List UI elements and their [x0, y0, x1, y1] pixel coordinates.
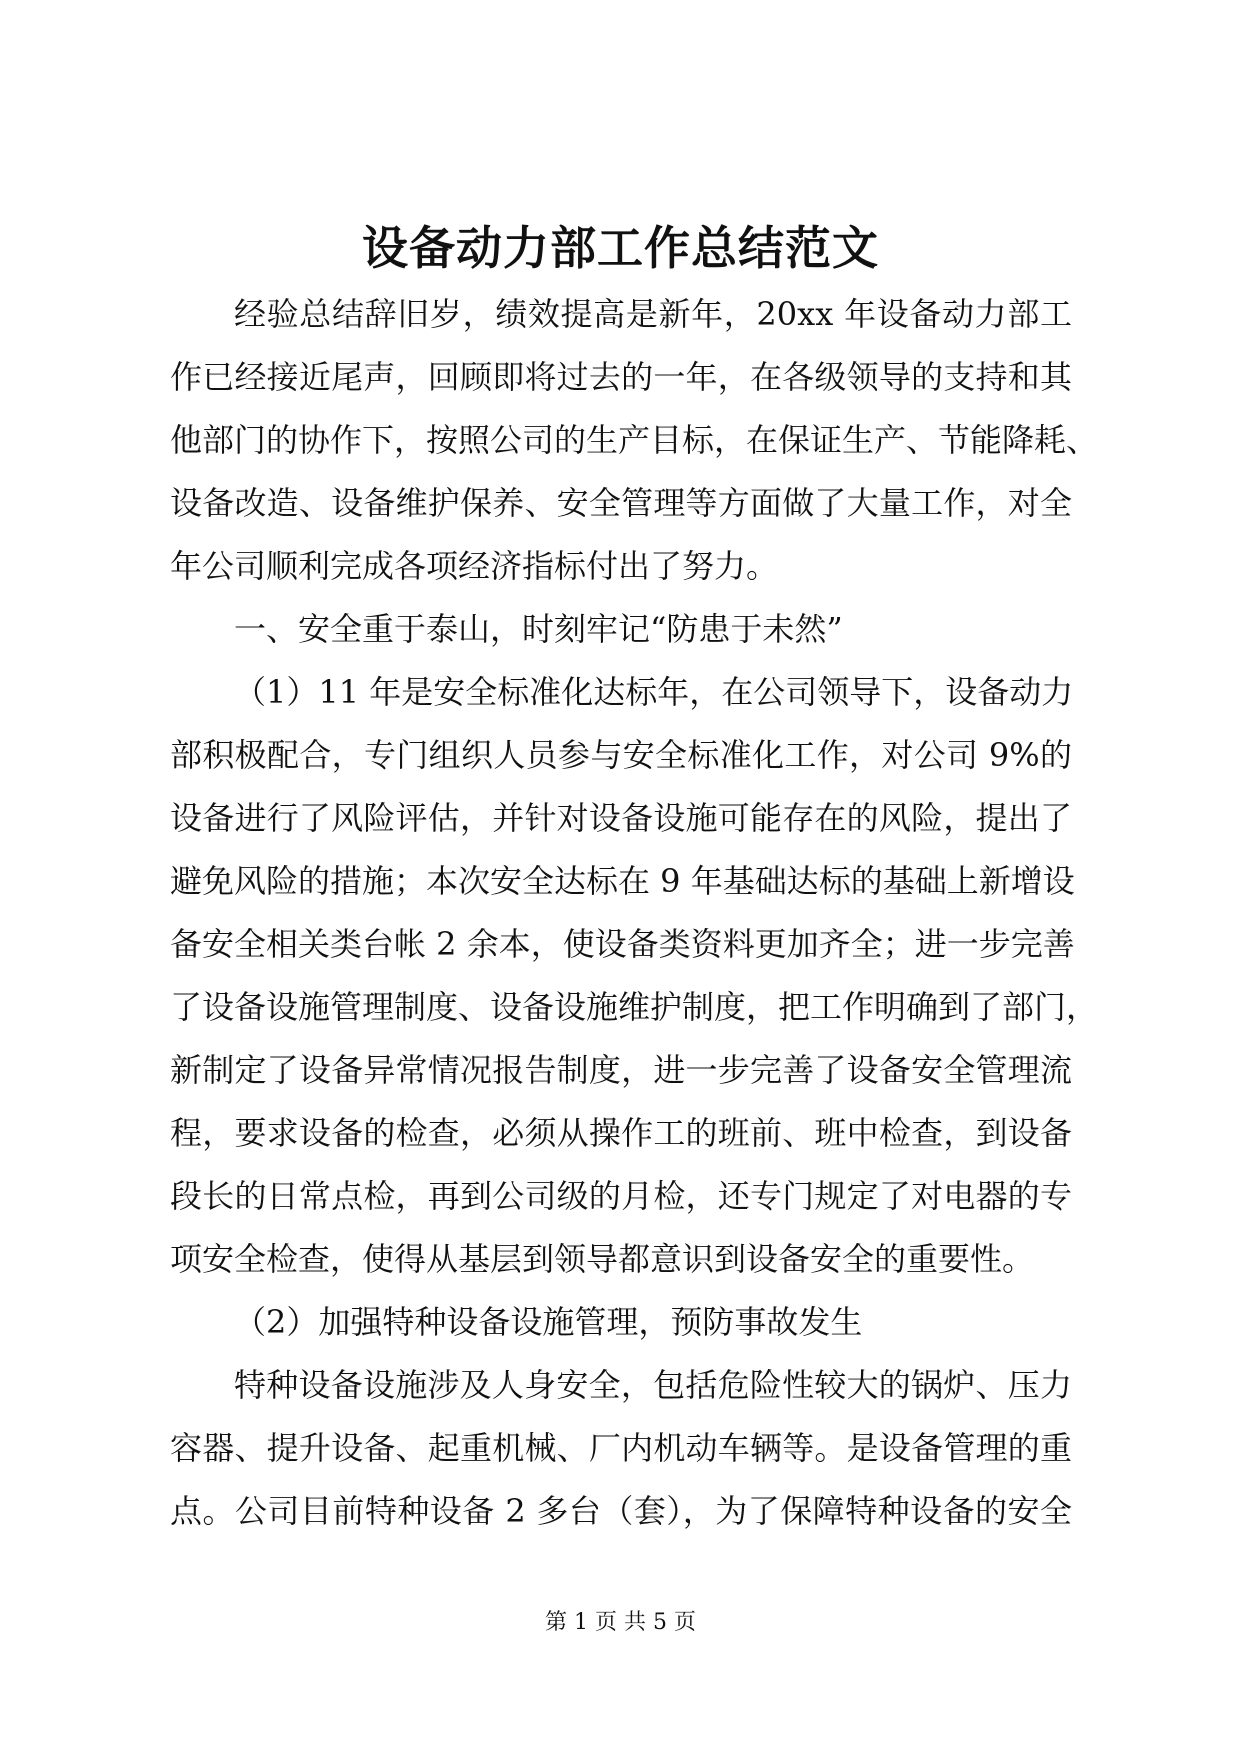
- paragraph-line: 了设备设施管理制度、设备设施维护制度，把工作明确到了部门，: [170, 988, 1099, 1026]
- paragraph-line: 备安全相关类台帐 2 余本，使设备类资料更加齐全；进一步完善: [170, 925, 1075, 963]
- paragraph-line: 设备改造、设备维护保养、安全管理等方面做了大量工作，对全: [170, 484, 1072, 522]
- paragraph-line: 经验总结辞旧岁，绩效提高是新年，20xx 年设备动力部工: [234, 295, 1072, 333]
- paragraph-line: （1）11 年是安全标准化达标年，在公司领导下，设备动力: [234, 673, 1074, 711]
- section-heading: 一、安全重于泰山，时刻牢记“防患于未然”: [234, 610, 843, 648]
- document-title: 设备动力部工作总结范文: [362, 221, 879, 275]
- paragraph-line: 部积极配合，专门组织人员参与安全标准化工作，对公司 9%的: [170, 736, 1072, 774]
- paragraph-line: 新制定了设备异常情况报告制度，进一步完善了设备安全管理流: [170, 1051, 1072, 1089]
- paragraph-line: 作已经接近尾声，回顾即将过去的一年，在各级领导的支持和其: [170, 358, 1072, 396]
- document-body: [170, 283, 1099, 1543]
- paragraph-line: 避免风险的措施；本次安全达标在 9 年基础达标的基础上新增设: [170, 862, 1075, 900]
- paragraph-line: 容器、提升设备、起重机械、厂内机动车辆等。是设备管理的重: [170, 1429, 1072, 1467]
- paragraph-line: 点。公司目前特种设备 2 多台（套），为了保障特种设备的安全: [170, 1492, 1072, 1530]
- paragraph-line: 程，要求设备的检查，必须从操作工的班前、班中检查，到设备: [170, 1114, 1072, 1152]
- paragraph-line: 特种设备设施涉及人身安全，包括危险性较大的锅炉、压力: [234, 1366, 1072, 1404]
- page-footer: 第 1 页 共 5 页: [545, 1610, 696, 1635]
- paragraph-line: 年公司顺利完成各项经济指标付出了努力。: [170, 547, 779, 585]
- paragraph-line: 项安全检查，使得从基层到领导都意识到设备安全的重要性。: [170, 1240, 1035, 1278]
- paragraph-line: 设备进行了风险评估，并针对设备设施可能存在的风险，提出了: [170, 799, 1072, 837]
- paragraph-line: 段长的日常点检，再到公司级的月检，还专门规定了对电器的专: [170, 1177, 1072, 1215]
- subsection-heading: （2）加强特种设备设施管理，预防事故发生: [234, 1303, 863, 1341]
- paragraph-line: 他部门的协作下，按照公司的生产目标，在保证生产、节能降耗、: [170, 421, 1099, 459]
